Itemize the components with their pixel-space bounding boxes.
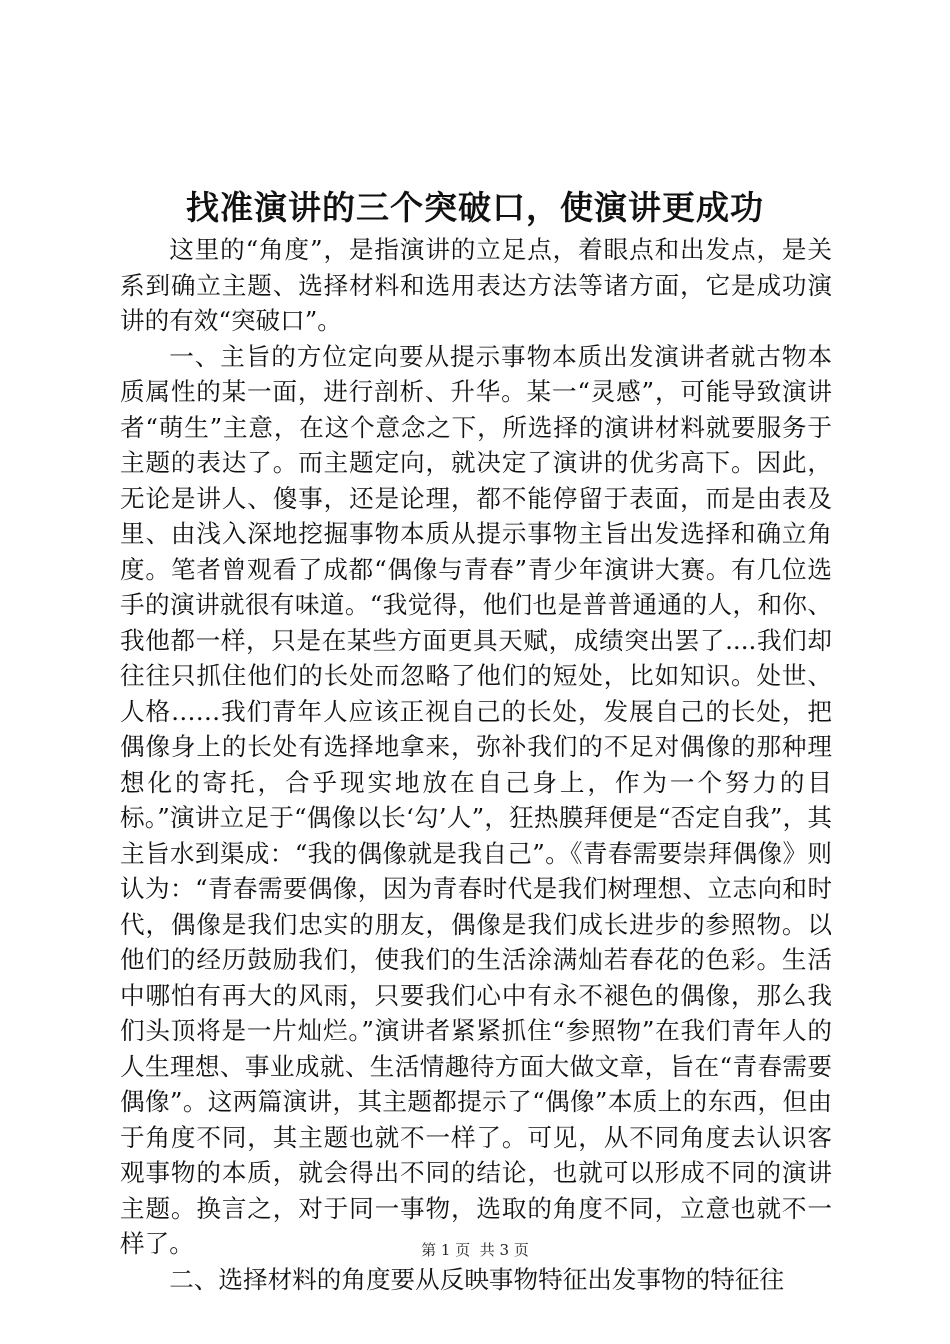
document-body: [120, 232, 832, 1297]
document-title: 找准演讲的三个突破口，使演讲更成功: [186, 188, 764, 227]
paragraph-intro: 这里的“角度”，是指演讲的立足点，着眼点和出发点，是关系到确立主题、选择材料和选用表达方法等诸方面，它是成功演讲的有效“突破口”。: [120, 235, 832, 335]
paragraph-section-one: 一、主旨的方位定向要从提示事物本质出发演讲者就古物本质属性的某一面，进行剖析、升华。某一“灵感”，可能导致演讲者“萌生”主意，在这个意念之下，所选择的演讲材料就要服务于主题的表达了。而主题定向，就决定了演讲的优劣高下。因此，无论是讲人、傻事，还是论理，都不能停留于表面，而是由表及里、由浅入深地挖掘事物本质从提示事物主旨出发选择和确立角度。笔者曾观看了成都“偶像与青春”青少年演讲大赛。有几位选手的演讲就很有味道。“我觉得，他们也是普普通通的人，和你、我他都一样，只是在某些方面更具天赋，成绩突出罢了....我们却往往只抓住他们的长处而忽略了他们的短处，比如知识。处世、人格……我们青年人应该正视自己的长处，发展自己的长处，把偶像身上的长处有选择地拿来，弥补我们的不足对偶像的那种理想化的寄托，合乎现实地放在自己身上，作为一个努力的目标。”演讲立足于“偶像以长‘勾’人”，狂热膜拜便是“否定自我”，其主旨水到渠成：“我的偶像就是我自己”。《青春需要崇拜偶像》则认为：“青春需要偶像，因为青春时代是我们树理想、立志向和时代，偶像是我们忠实的朋友，偶像是我们成长进步的参照物。以他们的经历鼓励我们，使我们的生活涂满灿若春花的色彩。生活中哪怕有再大的风雨，只要我们心中有永不褪色的偶像，那么我们头顶将是一片灿烂。”演讲者紧紧抓住“参照物”在我们青年人的人生理想、事业成就、生活情趣待方面大做文章，旨在“青春需要偶像”。这两篇演讲，其主题都提示了“偶像”本质上的东西，但由于角度不同，其主题也就不一样了。可见，从不同角度去认识客观事物的本质，就会得出不同的结论，也就可以形成不同的演讲主题。换言之，对于同一事物，选取的角度不同，立意也就不一样了。: [120, 341, 832, 1258]
page-footer: [0, 1240, 950, 1260]
paragraph-section-two: 二、选择材料的角度要从反映事物特征出发事物的特征往: [169, 1264, 785, 1294]
page-number-label: 第 1 页 共 3 页: [421, 1241, 529, 1259]
